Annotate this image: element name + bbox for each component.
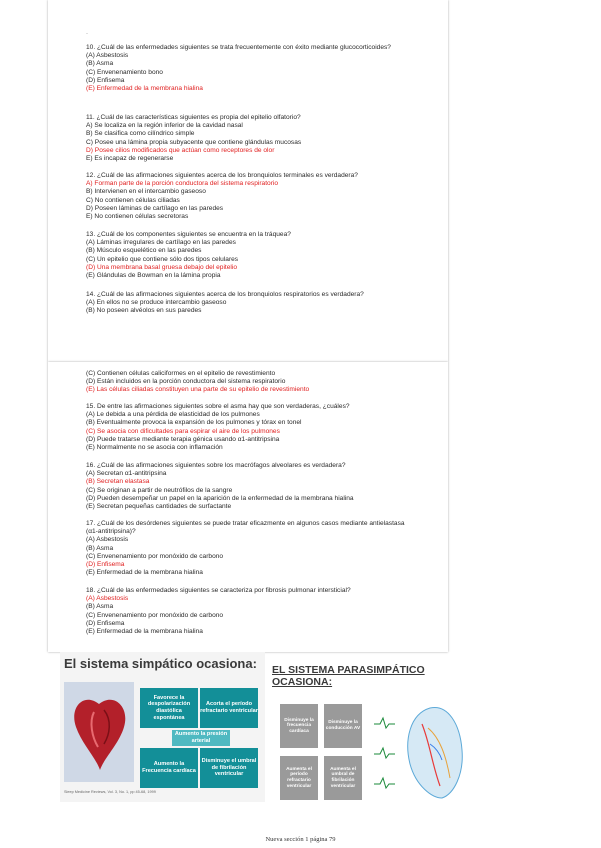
option: C) Posee una lámina propia subyacente que contiene glándulas mucosas	[86, 138, 302, 146]
question-14-continued	[86, 370, 406, 395]
question-stem: 13. ¿Cuál de los componentes siguientes se encuentra en la tráquea?	[86, 231, 291, 238]
figure-reference: Sleep Medicine Reviews, Vol. 3, No. 1, pp 45-68, 1999	[64, 790, 156, 794]
option: E) No contienen células secretoras	[86, 213, 189, 221]
option: (B) No poseen alvéolos en sus paredes	[86, 307, 202, 315]
question-stem: 18. ¿Cuál de las enfermedades siguientes se caracteriza por fibrosis pulmonar intersticial?	[86, 587, 351, 594]
option: E) Es incapaz de regenerarse	[86, 155, 174, 163]
option: (C) Envenenamiento bono	[86, 68, 163, 76]
question-stem: 15. De entre las afirmaciones siguientes sobre el asma hay que son verdaderas, ¿cuáles?	[86, 403, 350, 410]
option: (C) Contienen células caliciformes en el epitelio de revestimiento	[86, 370, 276, 377]
parasympathetic-figure	[272, 660, 472, 820]
answer-option: (D) Una membrana basal gruesa debajo del epitelio	[86, 263, 238, 271]
question-15	[86, 403, 406, 452]
question-12	[86, 172, 406, 221]
option: (A) Asbestosis	[86, 52, 129, 60]
page-mark: ·	[86, 31, 88, 37]
option: (D) Pueden desempeñar un papel en la aparición de la enfermedad de la membrana hialina	[86, 494, 354, 502]
option: (C) Envenenamiento por monóxido de carbono	[86, 611, 224, 619]
option: B) Se clasifica como cilíndrico simple	[86, 130, 195, 138]
box-despolarizacion: Favorece la despolarización diastólica espontánea	[140, 688, 198, 728]
box-umbral-fibrilacion: Aumenta el umbral de fibrilación ventricular	[324, 756, 362, 800]
option: (A) Láminas irregulares de cartílago en las paredes	[86, 239, 236, 247]
question-stem: 12. ¿Cuál de las afirmaciones siguientes acerca de los bronquiolos terminales es verdadera?	[86, 172, 358, 179]
option: (E) Enfermedad de la membrana hialina	[86, 569, 203, 577]
option: (E) Enfermedad de la membrana hialina	[86, 628, 203, 636]
option: (B) Eventualmente provoca la expansión de los pulmones y tórax en tonel	[86, 419, 302, 427]
box-frecuencia-cardiaca: Aumento la Frecuencia cardíaca	[140, 748, 198, 788]
answer-option: (B) Secretan elastasa	[86, 478, 150, 486]
question-stem: 11. ¿Cuál de las características siguientes es propia del epitelio olfatorio?	[86, 114, 301, 121]
option: (D) Enfisema	[86, 619, 125, 627]
question-stem: 14. ¿Cuál de las afirmaciones siguientes acerca de los bronquiolos respiratorios es verdadera?	[86, 291, 364, 298]
box-presion-arterial: Aumento la presión arterial	[172, 730, 230, 746]
option: (D) Enfisema	[86, 76, 125, 84]
page-footer: Nueva sección 1 página 79	[265, 836, 336, 843]
option: (C) Un epitelio que contiene sólo dos tipos celulares	[86, 255, 239, 263]
figure-title-line-1: EL SISTEMA PARASIMPÁTICO	[272, 664, 425, 676]
heart-illustration	[64, 682, 134, 782]
box-conduccion-av: Disminuye la conducción AV	[324, 704, 362, 748]
box-periodo-refractario: Aumenta el período refractario ventricular	[280, 756, 318, 800]
option: (C) Envenenamiento por monóxido de carbono	[86, 552, 224, 560]
answer-option: (A) Asbestosis	[86, 595, 129, 603]
box-periodo-refractario: Acorta el período refractario ventricular	[200, 688, 258, 728]
option: D) Poseen láminas de cartílago en las paredes	[86, 204, 224, 212]
option: C) No contienen células ciliadas	[86, 196, 180, 204]
question-stem: 10. ¿Cuál de las enfermedades siguientes se trata frecuentemente con éxito mediante glucocorticoides?	[86, 44, 391, 51]
option: (D) Puede tratarse mediante terapia génica usando α1-antitripsina	[86, 435, 280, 443]
question-stem: 16. ¿Cuál de las afirmaciones siguientes sobre los macrófagos alveolares es verdadera?	[86, 462, 346, 469]
option: A) Se localiza en la región inferior de la cavidad nasal	[86, 122, 243, 130]
box-umbral-fibrilacion: Disminuye el umbral de fibrilación ventricular	[200, 748, 258, 788]
answer-option: A) Forman parte de la porción conductora del sistema respiratorio	[86, 180, 279, 188]
question-18	[86, 587, 406, 636]
question-17	[86, 520, 406, 577]
answer-option: (E) Las células ciliadas constituyen una parte de su epitelio de revestimiento	[86, 386, 310, 394]
question-13	[86, 231, 406, 280]
option: (D) Están incluidos en la porción conductora del sistema respiratorio	[86, 378, 286, 386]
option: (B) Asma	[86, 60, 114, 68]
option: (E) Glándulas de Bowman en la lámina propia	[86, 272, 221, 280]
answer-option: (C) Se asocia con dificultades para espirar el aire de los pulmones	[86, 427, 280, 435]
option: (A) Secretan α1-antitripsina	[86, 470, 167, 478]
answer-option: (E) Enfermedad de la membrana hialina	[86, 85, 203, 93]
option: (A) Le debida a una pérdida de elasticidad de los pulmones	[86, 411, 260, 419]
option: (B) Asma	[86, 544, 114, 552]
heart-conduction-illustration	[370, 694, 470, 810]
box-disminuye-frecuencia: Disminuye la frecuencia cardíaca	[280, 704, 318, 748]
option: (B) Músculo esquelético en las paredes	[86, 247, 202, 255]
figure-title-line-2: OCASIONA:	[272, 676, 333, 688]
option: (A) En ellos no se produce intercambio gaseoso	[86, 299, 227, 307]
answer-option: D) Posee cilios modificados que actúan como receptores de olor	[86, 146, 275, 154]
question-16	[86, 462, 406, 511]
option: (A) Asbestosis	[86, 536, 129, 544]
figure-title: El sistema simpático ocasiona:	[64, 656, 257, 671]
question-14	[86, 291, 406, 316]
option: (B) Asma	[86, 603, 114, 611]
option: (E) Normalmente no se asocia con inflamación	[86, 444, 223, 452]
option: (C) Se originan a partir de neutrófilos de la sangre	[86, 486, 233, 494]
option: B) Intervienen en el intercambio gaseoso	[86, 188, 206, 196]
question-11	[86, 114, 406, 163]
sympathetic-figure	[60, 652, 265, 802]
question-stem: 17. ¿Cuál de los desórdenes siguientes se puede tratar eficazmente en algunos casos mediante antielastasa (α1-antitripsina)?	[86, 520, 405, 536]
option: (E) Secretan pequeñas cantidades de surfactante	[86, 503, 232, 511]
question-10	[86, 44, 406, 93]
answer-option: (D) Enfisema	[86, 561, 125, 569]
